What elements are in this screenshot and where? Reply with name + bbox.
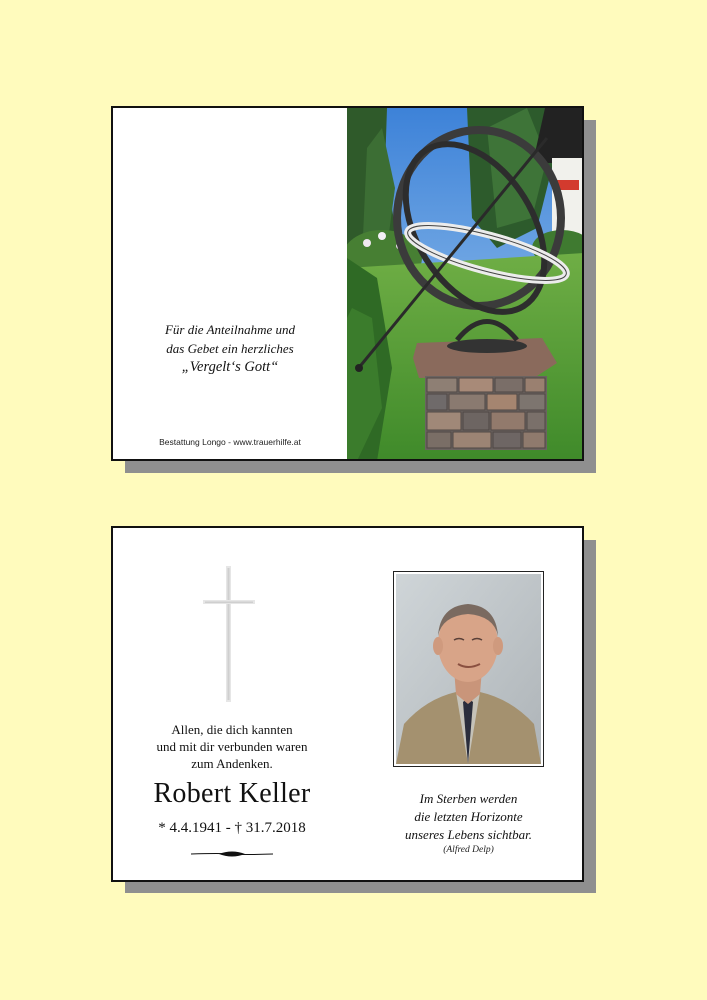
card-inside <box>111 526 584 882</box>
flourish-ornament <box>191 848 273 860</box>
thanks-line-3: „Vergelt‘s Gott“ <box>181 359 279 375</box>
remembrance-line-2: und mit dir verbunden waren <box>156 739 308 754</box>
remembrance-line-1: Allen, die dich kannten <box>171 722 293 737</box>
quote-text <box>353 790 584 844</box>
quote-line-3: unseres Lebens sichtbar. <box>405 827 532 842</box>
remembrance-line-3: zum Andenken. <box>191 756 273 771</box>
cross-icon <box>199 566 259 706</box>
portrait-frame <box>393 571 544 767</box>
publisher-credit: Bestattung Longo - www.trauerhilfe.at <box>159 437 301 447</box>
thanks-text <box>113 320 347 377</box>
thanks-line-2: das Gebet ein herzliches <box>166 341 294 356</box>
quote-line-1: Im Sterben werden <box>419 791 518 806</box>
thanks-line-1: Für die Anteilnahme und <box>164 322 296 337</box>
sundial-photo <box>347 108 584 461</box>
life-dates: * 4.4.1941 - † 31.7.2018 <box>158 820 306 836</box>
card-front <box>111 106 584 461</box>
remembrance-text <box>113 721 351 772</box>
deceased-name: Robert Keller <box>153 778 311 809</box>
deceased-portrait <box>396 574 541 764</box>
memorial-card <box>111 526 596 893</box>
quote-author: (Alfred Delp) <box>443 845 494 855</box>
quote-line-2: die letzten Horizonte <box>414 809 523 824</box>
thanks-card <box>111 106 596 473</box>
